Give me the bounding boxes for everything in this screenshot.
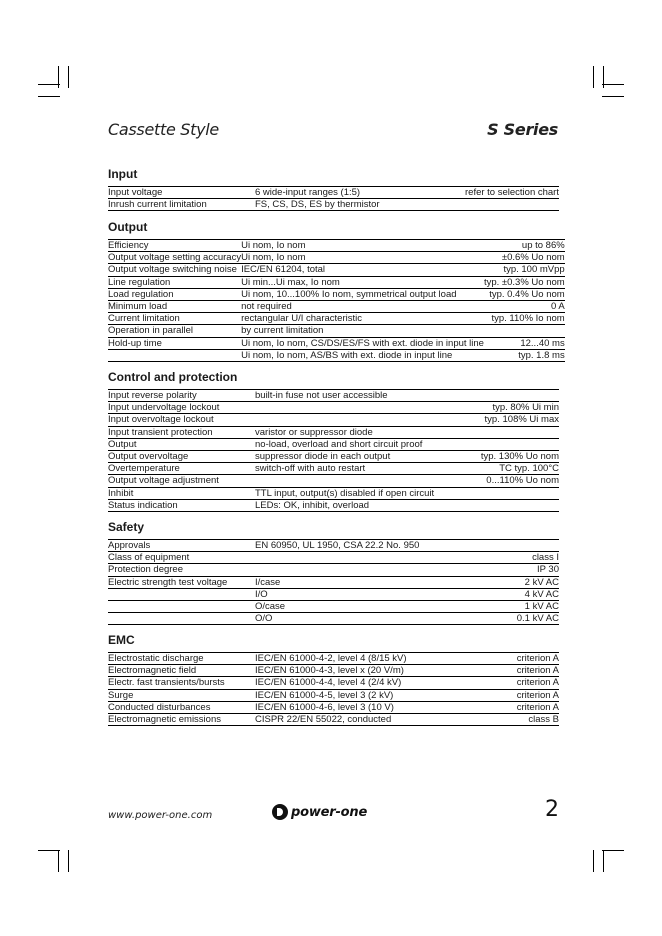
spec-row	[108, 576, 559, 588]
condition-cell: IEC/EN 61000-4-2, level 4 (8/15 kV)	[255, 653, 407, 665]
condition-cell: O/case	[255, 601, 286, 613]
value-cell: criterion A	[516, 653, 559, 665]
parameter-cell: Electric strength test voltage	[108, 576, 228, 588]
spec-row	[108, 402, 559, 414]
value-cell: 12...40 ms	[520, 337, 565, 349]
parameter-cell: Efficiency	[108, 240, 149, 252]
value-cell: 0.1 kV AC	[516, 613, 559, 625]
condition-cell	[255, 414, 467, 426]
parameter-cell	[108, 613, 255, 625]
parameter-cell: Input voltage	[108, 187, 163, 199]
value-cell: typ. 108% Ui max	[484, 414, 559, 426]
condition-cell: Ui min...Ui max, Io nom	[241, 276, 340, 288]
section-control-protection	[108, 369, 559, 512]
value-cell: TC typ. 100°C	[499, 463, 559, 475]
spec-row	[108, 288, 565, 300]
condition-cell: varistor or suppressor diode	[255, 426, 373, 438]
parameter-cell: Line regulation	[108, 276, 171, 288]
header-title-right: S Series	[487, 120, 558, 139]
parameter-cell: Input overvoltage lockout	[108, 414, 214, 426]
company-logo	[272, 804, 367, 820]
parameter-cell: Approvals	[108, 540, 151, 552]
parameter-cell: Output voltage adjustment	[108, 475, 219, 487]
spec-row	[108, 252, 565, 264]
condition-cell: Ui nom, Io nom, CS/DS/ES/FS with ext. diode in input line	[241, 337, 484, 349]
value-cell	[467, 438, 559, 450]
condition-cell: no-load, overload and short circuit proof	[255, 438, 423, 450]
condition-cell	[255, 402, 467, 414]
spec-row	[108, 665, 559, 677]
condition-cell: not required	[241, 301, 292, 313]
section-title: Output	[108, 220, 148, 234]
parameter-cell	[108, 349, 241, 361]
crop-mark	[593, 850, 594, 872]
spec-table	[108, 539, 559, 625]
condition-cell: 6 wide-input ranges (1:5)	[255, 187, 361, 199]
spec-row	[108, 613, 559, 625]
value-cell: typ. 110% Io nom	[491, 313, 565, 325]
condition-cell: Ui nom, Io nom, AS/BS with ext. diode in input line	[241, 349, 453, 361]
condition-cell: IEC/EN 61204, total	[241, 264, 326, 276]
spec-row	[108, 450, 559, 462]
parameter-cell	[108, 600, 255, 612]
spec-row	[108, 689, 559, 701]
condition-cell: IEC/EN 61000-4-5, level 3 (2 kV)	[255, 689, 394, 701]
spec-row	[108, 677, 559, 689]
spec-table	[108, 239, 565, 362]
spec-table	[108, 652, 559, 726]
crop-mark	[593, 66, 594, 88]
parameter-cell: Electr. fast transients/bursts	[108, 677, 225, 689]
section-title: EMC	[108, 633, 135, 647]
spec-row	[108, 564, 559, 576]
spec-row	[108, 552, 559, 564]
condition-cell	[255, 564, 497, 576]
value-cell	[497, 540, 559, 552]
value-cell	[467, 426, 559, 438]
spec-row	[108, 588, 559, 600]
value-cell	[428, 199, 559, 211]
spec-row	[108, 414, 559, 426]
parameter-cell: Output voltage setting accuracy	[108, 252, 242, 264]
condition-cell: Ui nom, Io nom	[241, 252, 306, 264]
parameter-cell: Electrostatic discharge	[108, 653, 204, 665]
value-cell	[467, 390, 559, 402]
condition-cell: I/case	[255, 576, 281, 588]
crop-mark	[38, 84, 60, 85]
spec-row	[108, 187, 559, 199]
header-title-left: Cassette Style	[108, 120, 219, 139]
condition-cell: IEC/EN 61000-4-3, level x (20 V/m)	[255, 665, 404, 677]
condition-cell: EN 60950, UL 1950, CSA 22.2 No. 950	[255, 540, 420, 552]
value-cell: typ. 0.4% Uo nom	[489, 288, 565, 300]
parameter-cell: Overtemperature	[108, 463, 180, 475]
crop-mark	[603, 850, 604, 872]
crop-mark	[68, 66, 69, 88]
parameter-cell: Load regulation	[108, 288, 174, 300]
power-one-logo-icon	[272, 804, 288, 820]
spec-row	[108, 300, 565, 312]
parameter-cell: Input undervoltage lockout	[108, 402, 220, 414]
value-cell: class I	[532, 552, 559, 564]
value-cell: typ. 100 mVpp	[503, 264, 565, 276]
condition-cell: IEC/EN 61000-4-4, level 4 (2/4 kV)	[255, 677, 402, 689]
parameter-cell: Electromagnetic emissions	[108, 714, 221, 726]
spec-row	[108, 653, 559, 665]
condition-cell: IEC/EN 61000-4-6, level 3 (10 V)	[255, 701, 394, 713]
crop-mark	[68, 850, 69, 872]
crop-mark	[38, 850, 60, 851]
parameter-cell: Surge	[108, 689, 134, 701]
condition-cell	[255, 475, 467, 487]
value-cell: 2 kV AC	[524, 576, 559, 588]
condition-cell: suppressor diode in each output	[255, 451, 391, 463]
crop-mark	[602, 96, 624, 97]
condition-cell: switch-off with auto restart	[255, 463, 366, 475]
crop-mark	[58, 66, 59, 88]
condition-cell: CISPR 22/EN 55022, conducted	[255, 714, 392, 726]
spec-row	[108, 313, 565, 325]
condition-cell: LEDs: OK, inhibit, overload	[255, 499, 370, 511]
spec-row	[108, 701, 559, 713]
parameter-cell: Protection degree	[108, 564, 183, 576]
condition-cell: I/O	[255, 588, 268, 600]
section-output	[108, 219, 565, 362]
spec-table	[108, 186, 559, 211]
crop-mark	[602, 850, 624, 851]
parameter-cell: Inhibit	[108, 487, 134, 499]
spec-row	[108, 426, 559, 438]
section-title: Input	[108, 167, 138, 181]
parameter-cell: Hold-up time	[108, 337, 162, 349]
section-title: Control and protection	[108, 370, 238, 384]
parameter-cell: Input transient protection	[108, 426, 213, 438]
parameter-cell: Output	[108, 438, 137, 450]
condition-cell: built-in fuse not user accessible	[255, 390, 388, 402]
condition-cell	[255, 552, 497, 564]
spec-table	[108, 389, 559, 512]
value-cell: criterion A	[516, 689, 559, 701]
spec-row	[108, 487, 559, 499]
value-cell	[484, 325, 565, 337]
value-cell: criterion A	[516, 665, 559, 677]
section-emc	[108, 632, 559, 726]
page-number: 2	[545, 797, 559, 822]
spec-row	[108, 600, 559, 612]
condition-cell: rectangular U/I characteristic	[241, 313, 362, 325]
condition-cell: by current limitation	[241, 325, 324, 337]
value-cell: typ. 1.8 ms	[518, 349, 565, 361]
value-cell: typ. ±0.3% Uo nom	[483, 276, 565, 288]
parameter-cell: Inrush current limitation	[108, 199, 207, 211]
spec-row	[108, 499, 559, 511]
section-title: Safety	[108, 520, 145, 534]
condition-cell: Ui nom, Io nom	[241, 240, 306, 252]
parameter-cell: Conducted disturbances	[108, 701, 211, 713]
parameter-cell: Operation in parallel	[108, 325, 194, 337]
footer-url: www.power-one.com	[108, 810, 213, 821]
spec-row	[108, 713, 559, 725]
crop-mark	[58, 850, 59, 872]
spec-row	[108, 475, 559, 487]
spec-row	[108, 240, 565, 252]
spec-row	[108, 325, 565, 337]
condition-cell: TTL input, output(s) disabled if open circuit	[255, 487, 435, 499]
condition-cell: Ui nom, 10...100% Io nom, symmetrical output load	[241, 288, 457, 300]
spec-row	[108, 390, 559, 402]
value-cell: up to 86%	[521, 240, 565, 252]
spec-row	[108, 349, 565, 361]
parameter-cell	[108, 588, 255, 600]
value-cell: 0 A	[550, 301, 565, 313]
spec-row	[108, 540, 559, 552]
spec-row	[108, 438, 559, 450]
parameter-cell: Status indication	[108, 499, 178, 511]
spec-row	[108, 337, 565, 349]
value-cell	[467, 487, 559, 499]
value-cell: 1 kV AC	[524, 601, 559, 613]
value-cell: 4 kV AC	[524, 588, 559, 600]
spec-row	[108, 276, 565, 288]
value-cell: typ. 80% Ui min	[492, 402, 559, 414]
value-cell: typ. 130% Uo nom	[480, 451, 559, 463]
crop-mark	[38, 96, 60, 97]
value-cell	[467, 499, 559, 511]
crop-mark	[602, 84, 624, 85]
value-cell: criterion A	[516, 677, 559, 689]
parameter-cell: Output voltage switching noise	[108, 264, 237, 276]
section-input	[108, 166, 559, 211]
crop-mark	[603, 66, 604, 88]
parameter-cell: Current limitation	[108, 313, 180, 325]
value-cell: ±0.6% Uo nom	[501, 252, 565, 264]
parameter-cell: Minimum load	[108, 301, 168, 313]
logo-text: power-one	[291, 804, 368, 820]
value-cell: criterion A	[516, 701, 559, 713]
parameter-cell: Output overvoltage	[108, 451, 189, 463]
parameter-cell: Class of equipment	[108, 552, 190, 564]
parameter-cell: Electromagnetic field	[108, 665, 197, 677]
spec-row	[108, 199, 559, 211]
value-cell: 0...110% Uo nom	[486, 475, 559, 487]
parameter-cell: Input reverse polarity	[108, 390, 197, 402]
value-cell: refer to selection chart	[465, 187, 559, 199]
value-cell: IP 30	[536, 564, 559, 576]
condition-cell: O/O	[255, 613, 273, 625]
value-cell: class B	[528, 714, 559, 726]
condition-cell: FS, CS, DS, ES by thermistor	[255, 199, 380, 211]
spec-row	[108, 264, 565, 276]
spec-row	[108, 463, 559, 475]
section-safety	[108, 519, 559, 625]
